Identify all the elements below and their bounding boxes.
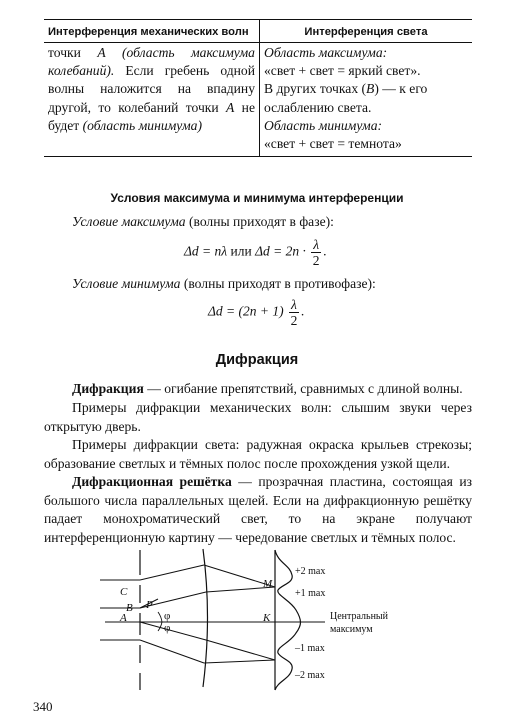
cell-text: В других точках ( <box>264 81 367 97</box>
fraction-denominator: 2 <box>312 253 320 268</box>
cell-text: (область минимума) <box>82 117 202 133</box>
fraction <box>289 297 299 328</box>
formula-part: Δd = (2n + 1) <box>208 303 284 319</box>
section-heading-diffraction: Дифракция <box>215 352 299 368</box>
label-K: K <box>263 612 271 624</box>
term-bold: Дифракция <box>72 381 144 396</box>
cell-text: «свет + свет = яркий свет». <box>264 63 421 79</box>
cell-text: Если гребень одной волны наложится на впадину другой, то колебаний точки <box>48 63 255 115</box>
formula-part: . <box>323 243 327 259</box>
cell-text: Область максимума: <box>264 45 388 60</box>
cell-text: (область максимума <box>122 45 255 60</box>
point-label: B <box>366 81 375 97</box>
label-A: A <box>120 612 127 624</box>
label-plus-2-max: +2 max <box>295 566 326 577</box>
label-phi-lower: φ <box>164 622 171 634</box>
paragraph-light-examples: Примеры дифракции света: радужная окраска крыльев стрекозы; образование светлых и тёмных полос после прохождения узкой щели. <box>44 437 472 471</box>
label-C: C <box>120 586 128 598</box>
label-minus-1-max: –1 max <box>295 643 325 654</box>
paragraph-text: — прозрачная пластина, состоящая из большого числа параллельных щелей. Если на дифракционную решётку падает монохроматический свет, то на экране получают интерференционную картину — чередование светлых и тёмных полос. <box>44 474 472 545</box>
fraction-denominator: 2 <box>290 313 298 328</box>
max-condition-label: Условие максимума <box>72 214 186 229</box>
min-condition-line <box>72 275 376 293</box>
label-P: P <box>146 599 153 611</box>
fraction <box>311 237 321 268</box>
min-condition-text: (волны приходят в противофазе): <box>180 276 376 291</box>
angle-arc <box>158 612 162 622</box>
min-condition-formula <box>208 297 304 328</box>
section-heading-interference-conditions: Условия максимума и минимума интерференции <box>110 191 404 205</box>
point-label: A <box>226 99 235 115</box>
cell-text-line <box>264 80 468 116</box>
formula-part: или <box>230 243 252 259</box>
page-number: 340 <box>33 699 53 714</box>
max-condition-text: (волны приходят в фазе): <box>185 214 334 229</box>
point-label: A <box>97 45 106 60</box>
table-header-mechanical: Интерференция механических волн <box>44 20 260 43</box>
cell-text: точки <box>48 45 81 60</box>
label-phi-upper: φ <box>164 610 171 622</box>
label-B: B <box>126 602 133 614</box>
formula-part: Δd = nλ <box>184 243 228 259</box>
cell-text: не будет <box>48 99 255 133</box>
paragraph-grating <box>44 473 472 547</box>
comparison-table <box>44 19 472 157</box>
label-plus-1-max: +1 max <box>295 588 326 599</box>
lens <box>203 549 208 687</box>
formula-part: Δd = 2n · <box>255 243 306 259</box>
formula-part: . <box>300 303 305 319</box>
diffraction-grating-diagram <box>100 545 440 695</box>
max-condition-line <box>72 213 334 231</box>
table-cell-mechanical <box>44 43 260 157</box>
cell-text: колебаний). <box>48 63 115 79</box>
min-condition-label: Условие минимума <box>72 276 181 291</box>
label-central-2: максимум <box>330 624 373 635</box>
label-M: M <box>263 578 273 590</box>
paragraph-text: — огибание препятствий, сравнимых с длиной волны. <box>143 381 463 396</box>
cell-text: ) — к его ослаблению света. <box>264 81 428 115</box>
cell-text: Область минимума: <box>264 117 383 133</box>
label-minus-2-max: –2 max <box>295 670 325 681</box>
paragraph-mechanical-examples: Примеры дифракции механических волн: слышим звуки через открытую дверь. <box>44 400 472 434</box>
table-cell-light <box>260 43 473 157</box>
max-condition-formula <box>184 237 326 268</box>
fraction-numerator: λ <box>291 297 297 312</box>
cell-text: «свет + свет = темнота» <box>264 136 402 152</box>
term-bold: Дифракционная решётка <box>72 474 232 489</box>
table-header-light: Интерференция света <box>260 20 473 43</box>
paragraph-diffraction-definition <box>44 380 472 399</box>
fraction-numerator: λ <box>313 237 320 252</box>
label-central-1: Центральный <box>330 611 389 622</box>
